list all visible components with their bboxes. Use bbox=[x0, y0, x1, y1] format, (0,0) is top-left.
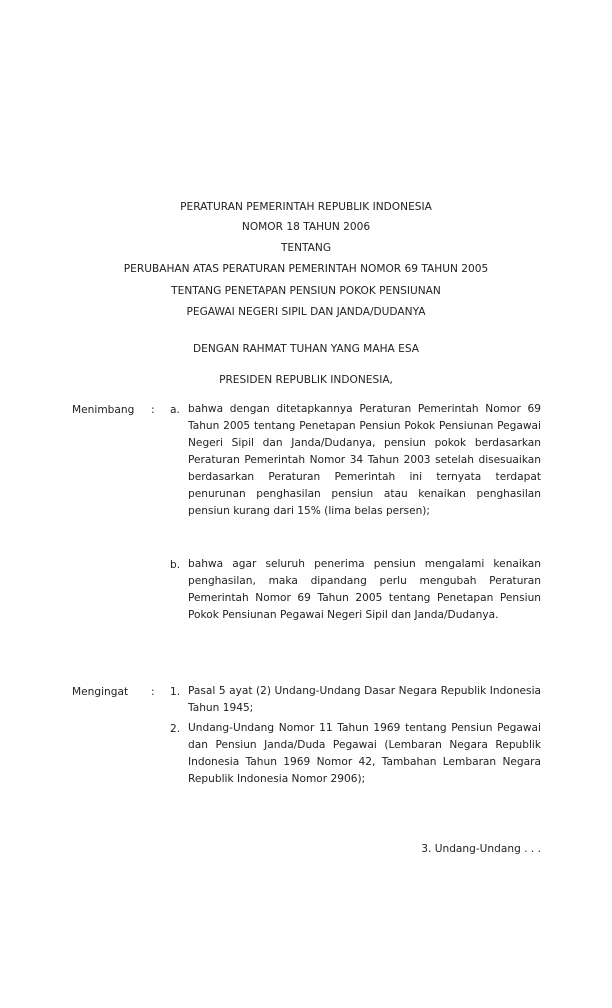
item-marker: 1. bbox=[170, 686, 181, 698]
president-heading: PRESIDEN REPUBLIK INDONESIA, bbox=[219, 374, 393, 386]
title-subject-2: TENTANG PENETAPAN PENSIUN POKOK PENSIUNAN bbox=[171, 285, 441, 297]
title-line-1: PERATURAN PEMERINTAH REPUBLIK INDONESIA bbox=[180, 201, 432, 213]
mengingat-label: Mengingat bbox=[72, 686, 129, 698]
menimbang-item-a: bahwa dengan ditetapkannya Peraturan Pemerintah Nomor 69 Tahun 2005 tentang Penetapan Pensiun Pokok Pensiunan Pegawai Negeri Sipil dan Janda/Dudanya, pensiun pokok berdasarkan Peraturan Pemerintah Nomor 34 Tahun 2003 setelah disesuaikan berdasarkan Peraturan Pemerintah ini ternyata terdapat penurunan penghasilan pensiun atau kenaikan penghasilan pensiun kurang dari 15% (lima belas persen); bbox=[188, 403, 541, 517]
item-marker: b. bbox=[170, 559, 181, 571]
page-continuation: 3. Undang-Undang . . . bbox=[421, 843, 541, 855]
title-subject-1: PERUBAHAN ATAS PERATURAN PEMERINTAH NOMOR 69 TAHUN 2005 bbox=[123, 263, 489, 275]
colon: : bbox=[151, 686, 155, 698]
menimbang-item-b: bahwa agar seluruh penerima pensiun mengalami kenaikan penghasilan, maka dipandang perlu mengubah Peraturan Pemerintah Nomor 69 Tahun 2005 tentang Penetapan Pensiun Pokok Pensiunan Pegawai Negeri Sipil dan Janda/Dudanya. bbox=[188, 558, 541, 621]
mengingat-item-2: Undang-Undang Nomor 11 Tahun 1969 tentang Pensiun Pegawai dan Pensiun Janda/Duda Pegawai (Lembaran Negara Republik Indonesia Tahun 1969 Nomor 42, Tambahan Lembaran Negara Republik Indonesia Nomor 2906); bbox=[188, 722, 541, 785]
title-tentang: TENTANG bbox=[280, 242, 332, 254]
colon: : bbox=[151, 404, 155, 416]
item-marker: a. bbox=[170, 404, 180, 416]
mengingat-item-1: Pasal 5 ayat (2) Undang-Undang Dasar Negara Republik Indonesia Tahun 1945; bbox=[188, 685, 541, 714]
menimbang-label: Menimbang bbox=[72, 404, 135, 416]
blessing: DENGAN RAHMAT TUHAN YANG MAHA ESA bbox=[192, 343, 420, 355]
item-marker: 2. bbox=[170, 723, 181, 735]
title-subject-3: PEGAWAI NEGERI SIPIL DAN JANDA/DUDANYA bbox=[186, 306, 426, 318]
title-number: NOMOR 18 TAHUN 2006 bbox=[241, 221, 371, 233]
